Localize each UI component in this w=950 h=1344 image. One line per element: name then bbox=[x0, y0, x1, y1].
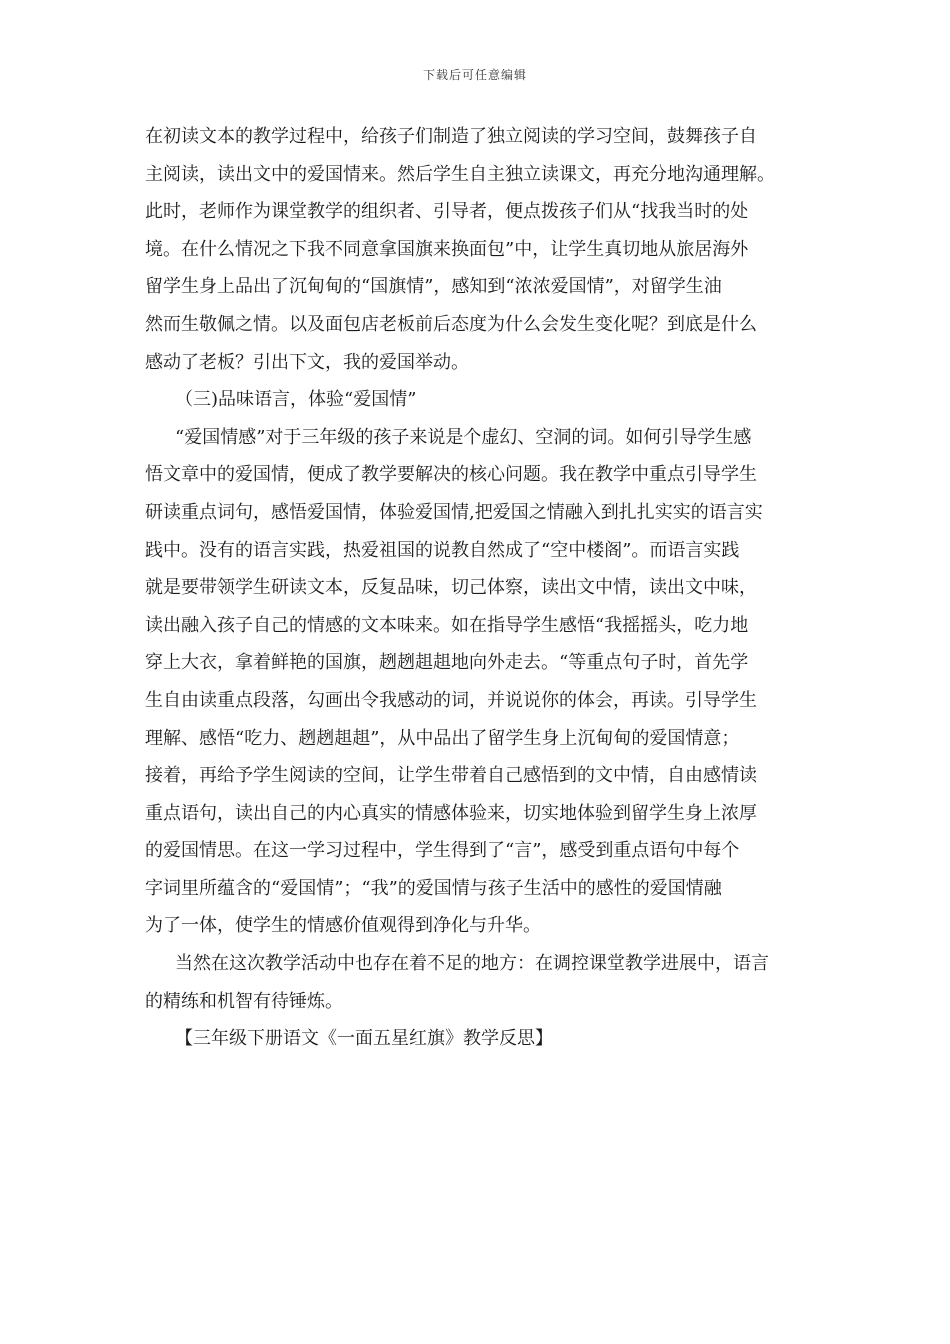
text-line: 然而生敬佩之情。以及面包店老板前后态度为什么会发生变化呢？到底是什么 bbox=[145, 313, 757, 335]
text-line: 重点语句，读出自己的内心真实的情感体验来，切实地体验到留学生身上浓厚 bbox=[145, 802, 757, 824]
text-line: 理解、感悟“吃力、趔趔趄趄”，从中品出了留学生身上沉甸甸的爱国情意； bbox=[145, 727, 740, 749]
text-line: 研读重点词句，感悟爱国情，体验爱国情,把爱国之情融入到扎扎实实的语言实 bbox=[145, 501, 763, 523]
text-line: 读出融入孩子自己的情感的文本味来。如在指导学生感悟“我摇摇头，吃力地 bbox=[145, 614, 749, 636]
body-text bbox=[145, 118, 815, 1058]
text-line: 的爱国情思。在这一学习过程中，学生得到了“言”，感受到重点语句中每个 bbox=[145, 840, 740, 862]
text-line: 践中。没有的语言实践，热爱祖国的说教自然成了“空中楼阁”。而语言实践 bbox=[145, 539, 740, 561]
text-line: 在初读文本的教学过程中，给孩子们制造了独立阅读的学习空间，鼓舞孩子自 bbox=[145, 126, 757, 147]
text-line: 字词里所蕴含的“爱国情”；“我”的爱国情与孩子生活中的感性的爱国情融 bbox=[145, 877, 722, 899]
text-line: 生自由读重点段落，勾画出令我感动的词，并说说你的体会，再读。引导学生 bbox=[145, 689, 757, 711]
text-line: 境。在什么情况之下我不同意拿国旗来换面包”中，让学生真切地从旅居海外 bbox=[145, 238, 749, 260]
page-header: 下载后可任意编辑 bbox=[422, 68, 527, 82]
text-line: 穿上大衣，拿着鲜艳的国旗，趔趔趄趄地向外走去。“等重点句子时，首先学 bbox=[145, 652, 749, 674]
text-line: 为了一体，使学生的情感价值观得到净化与升华。 bbox=[145, 915, 541, 937]
text-line: 【三年级下册语文《一面五星红旗》教学反思】 bbox=[175, 1028, 553, 1050]
text-line: 当然在这次教学活动中也存在着不足的地方：在调控课堂教学进展中，语言 bbox=[175, 953, 769, 975]
text-line: （三)品味语言，体验“爱国情” bbox=[175, 389, 417, 411]
text-line: 接着，再给予学生阅读的空间，让学生带着自己感悟到的文中情，自由感情读 bbox=[145, 765, 757, 787]
text-line: 留学生身上品出了沉甸甸的“国旗情”，感知到“浓浓爱国情”，对留学生油 bbox=[145, 276, 722, 298]
text-line: 悟文章中的爱国情，便成了教学要解决的核心问题。我在教学中重点引导学生 bbox=[145, 464, 757, 486]
text-line: “爱国情感”对于三年级的孩子来说是个虚幻、空洞的词。如何引导学生感 bbox=[175, 426, 752, 448]
text-line: 主阅读，读出文中的爱国情来。然后学生自主独立读课文，再充分地沟通理解。 bbox=[145, 163, 775, 185]
text-line: 的精练和机智有待锤炼。 bbox=[145, 990, 343, 1012]
text-line: 感动了老板？引出下文，我的爱国举动。 bbox=[145, 351, 469, 373]
text-line: 就是要带领学生研读文本，反复品味，切己体察，读出文中情，读出文中味， bbox=[145, 577, 757, 599]
text-line: 此时，老师作为课堂教学的组织者、引导者，便点拨孩子们从“找我当时的处 bbox=[145, 201, 749, 223]
